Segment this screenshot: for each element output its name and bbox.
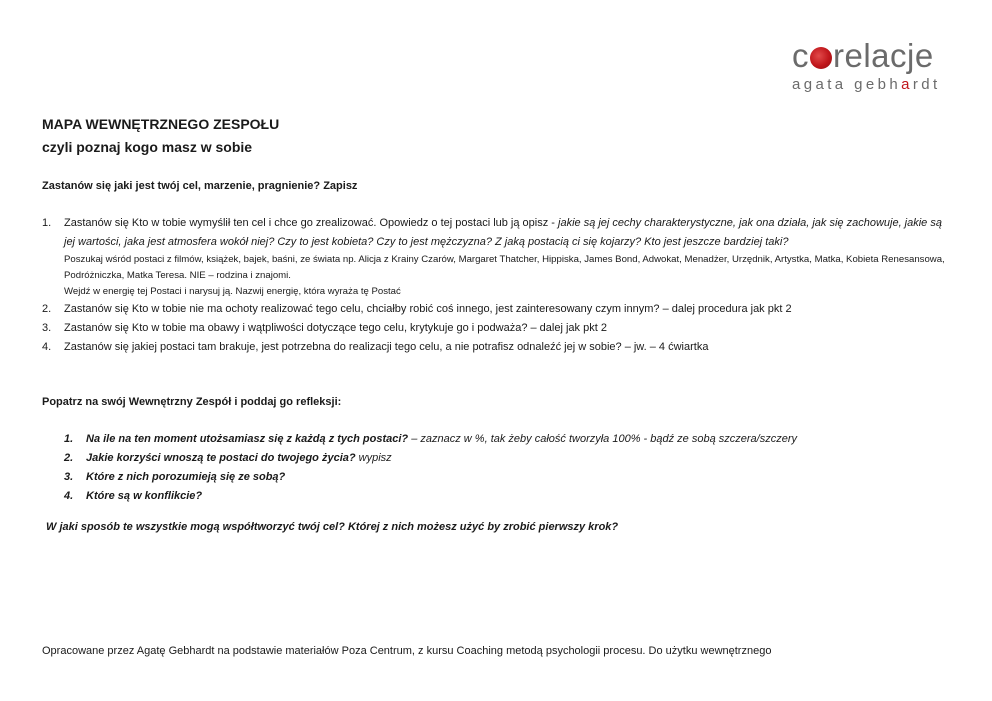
logo-red-dot-icon	[810, 47, 832, 69]
reflection-note: wypisz	[355, 452, 392, 464]
logo-text-end: relacje	[833, 37, 934, 74]
step-extra-text: z filmów, książek, bajek, baśni, ze świata np. Alicja z Krainy Czarów, Margaret Thatcher, Hippiska, James Bond, Adwokat, Menadżer, Urzędnik, Artystka, Matka, Kobieta Renesansowa, Podróżniczka, Matka Teresa. NIE – rodzina i znajomi.	[64, 254, 945, 281]
reflection-number: 4.	[64, 490, 74, 502]
step-number: 4.	[42, 341, 52, 353]
step-number: 3.	[42, 322, 52, 334]
step-text: Zastanów się Kto w tobie ma obawy i wątpliwości dotyczące tego celu, krytykuje go i podważa? – dalej jak pkt 2	[64, 322, 607, 334]
reflection-number: 2.	[64, 452, 74, 464]
reflection-question: Które są w konflikcie?	[86, 490, 203, 502]
step-italic-text: jakie są jej cechy charakterystyczne, jak ona działa, jak się zachowuje, jakie są jej wartości, jaka jest atmosfera wokół niej? Czy to jest kobieta? Czy to jest mężczyzna? Z jaką postacią ci się kojarzy? Kto jest jeszcze bardziej taki?	[64, 217, 942, 248]
reflection-number: 3.	[64, 471, 74, 483]
logo-subtitle	[792, 76, 962, 93]
document-title: MAPA WEWNĘTRZNEGO ZESPOŁU	[42, 116, 280, 132]
reflection-question: Które z nich porozumieją się ze sobą?	[86, 471, 286, 483]
footer-note: Opracowane przez Agatę Gebhardt na podstawie materiałów Poza Centrum, z kursu Coaching metodą psychologii procesu. Do użytku wewnętrznego	[42, 645, 772, 657]
logo-wordmark	[792, 38, 962, 74]
list-item	[64, 468, 944, 487]
logo-text-start: c	[792, 37, 809, 74]
logo-subtitle-part: agata gebh	[792, 76, 902, 93]
reflection-number: 1.	[64, 433, 74, 445]
final-question: W jaki sposób te wszystkie mogą współtworzyć twój cel? Której z nich możesz użyć by zrobić pierwszy krok?	[46, 521, 619, 533]
list-item	[64, 487, 944, 506]
reflection-list	[64, 430, 944, 506]
step-extra-lead: Poszukaj wśród postaci	[64, 254, 165, 265]
step-extra-2: Wejdź w energię tej Postaci i narysuj ją. Nazwij energię, która wyraża tę Postać	[64, 286, 401, 297]
corelacje-logo	[792, 38, 962, 93]
reflection-note: – zaznacz w %, tak żeby całość tworzyła 100% - bądź ze sobą szczera/szczery	[408, 433, 797, 445]
step-number: 2.	[42, 303, 52, 315]
document-subtitle: czyli poznaj kogo masz w sobie	[42, 139, 253, 155]
reflection-question: Na ile na ten moment utożsamiasz się z każdą z tych postaci?	[86, 433, 409, 445]
list-item	[42, 338, 952, 357]
step-text: Zastanów się jakiej postaci tam brakuje, jest potrzebna do realizacji tego celu, a nie potrafisz odnaleźć jej w sobie? – jw. – 4 ćwiartka	[64, 341, 709, 353]
list-item	[64, 449, 944, 468]
list-item	[42, 319, 952, 338]
step-extra	[64, 252, 952, 284]
list-item	[42, 214, 952, 300]
reflection-heading: Popatrz na swój Wewnętrzny Zespół i poddaj go refleksji:	[42, 396, 342, 408]
logo-subtitle-accent: a	[901, 76, 913, 93]
list-item	[42, 300, 952, 319]
step-text: Zastanów się Kto w tobie wymyślił ten cel i chce go zrealizować. Opowiedz o tej postaci lub ją opisz -	[64, 217, 555, 229]
reflection-question: Jakie korzyści wnoszą te postaci do twojego życia?	[86, 452, 356, 464]
logo-subtitle-part: rdt	[912, 76, 941, 93]
step-text: Zastanów się Kto w tobie nie ma ochoty realizować tego celu, chciałby robić coś innego, jest zainteresowany czym innym? – dalej procedura jak pkt 2	[64, 303, 792, 315]
steps-list	[42, 214, 952, 357]
goal-question: Zastanów się jaki jest twój cel, marzenie, pragnienie? Zapisz	[42, 180, 358, 192]
list-item	[64, 430, 944, 449]
step-number: 1.	[42, 217, 52, 229]
